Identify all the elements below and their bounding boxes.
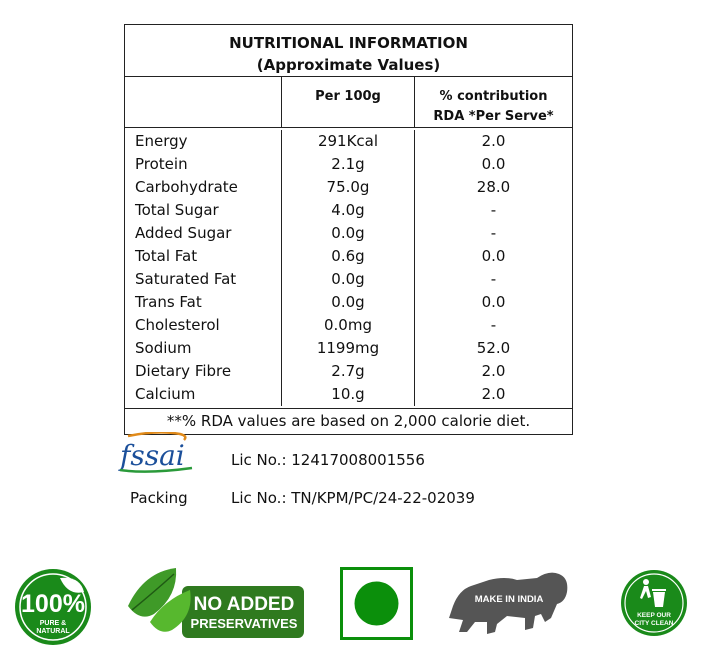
nutrient-rda: 2.0 xyxy=(481,132,506,150)
header-per100: Per 100g xyxy=(282,77,415,127)
nutrient-per100: 0.0g xyxy=(282,222,415,245)
veg-dot-icon xyxy=(355,582,399,626)
table-title-box xyxy=(125,25,572,77)
table-row xyxy=(125,337,572,360)
nutrient-per100: 1199mg xyxy=(282,337,415,360)
nutrient-per100: 4.0g xyxy=(282,199,415,222)
nutrient-rda: 0.0 xyxy=(481,155,506,173)
table-row xyxy=(125,383,572,406)
pure-natural-badge xyxy=(14,568,92,646)
nutrient-per100: 2.7g xyxy=(282,360,415,383)
nutrient-name: Dietary Fibre xyxy=(125,360,282,383)
city-clean-text-2: CITY CLEAN xyxy=(634,620,674,627)
city-clean-text-1: KEEP OUR xyxy=(637,612,671,619)
nutrition-table xyxy=(124,24,573,435)
nutrient-rda: - xyxy=(490,316,497,334)
table-row xyxy=(125,360,572,383)
table-row xyxy=(125,245,572,268)
fssai-logo-text: fssai xyxy=(120,439,185,472)
table-header-row xyxy=(125,77,572,128)
badge-pure-text: PURE & xyxy=(39,620,67,627)
nutrient-name: Trans Fat xyxy=(125,291,282,314)
fssai-logo xyxy=(118,432,198,474)
veg-symbol xyxy=(340,567,413,640)
nutrient-rda: 2.0 xyxy=(481,362,506,380)
nutrient-rda: - xyxy=(490,270,497,288)
packing-license: Lic No.: TN/KPM/PC/24-22-02039 xyxy=(231,489,475,507)
nutrient-per100: 0.6g xyxy=(282,245,415,268)
nutrient-name: Saturated Fat xyxy=(125,268,282,291)
nutrient-per100: 0.0mg xyxy=(282,314,415,337)
city-clean-badge xyxy=(620,569,688,637)
nutrient-per100: 0.0g xyxy=(282,291,415,314)
badge-no-added-text: NO ADDED xyxy=(193,594,295,615)
table-footnote: **% RDA values are based on 2,000 calorie diet. xyxy=(166,412,531,430)
nutrient-name: Total Sugar xyxy=(125,199,282,222)
nutrient-rda: 2.0 xyxy=(481,385,506,403)
nutrient-rda: 28.0 xyxy=(476,178,511,196)
nutrient-rda: 0.0 xyxy=(481,247,506,265)
header-rda-line1: % contribution xyxy=(439,89,548,104)
nutrient-name: Added Sugar xyxy=(125,222,282,245)
nutrient-rda: 0.0 xyxy=(481,293,506,311)
nutrient-rda: - xyxy=(490,201,497,219)
nutrient-name: Energy xyxy=(125,130,282,153)
nutrient-name: Protein xyxy=(125,153,282,176)
nutrient-name: Carbohydrate xyxy=(125,176,282,199)
no-preservatives-badge xyxy=(124,566,306,644)
table-row xyxy=(125,176,572,199)
nutrient-name: Calcium xyxy=(125,383,282,406)
rows-container xyxy=(125,128,572,408)
nutrient-per100: 0.0g xyxy=(282,268,415,291)
table-row xyxy=(125,268,572,291)
packing-label: Packing xyxy=(130,489,188,507)
badge-natural-text: NATURAL xyxy=(36,628,70,635)
nutrient-per100: 10.g xyxy=(282,383,415,406)
nutrient-rda: 52.0 xyxy=(476,339,511,357)
table-row xyxy=(125,222,572,245)
make-in-india-logo xyxy=(445,566,573,638)
badge-100-text: 100% xyxy=(21,590,85,618)
nutrient-rda: - xyxy=(490,224,497,242)
table-row xyxy=(125,291,572,314)
table-title: NUTRITIONAL INFORMATION xyxy=(229,34,468,52)
header-blank xyxy=(125,77,282,127)
table-subtitle: (Approximate Values) xyxy=(256,56,441,74)
table-row xyxy=(125,130,572,153)
table-row xyxy=(125,153,572,176)
header-rda xyxy=(415,77,572,127)
nutrient-per100: 2.1g xyxy=(282,153,415,176)
nutrient-name: Total Fat xyxy=(125,245,282,268)
nutrient-name: Cholesterol xyxy=(125,314,282,337)
nutrient-per100: 291Kcal xyxy=(282,130,415,153)
make-in-india-text: MAKE IN INDIA xyxy=(474,594,544,605)
nutrient-name: Sodium xyxy=(125,337,282,360)
badge-preservatives-text: PRESERVATIVES xyxy=(190,616,298,631)
table-row xyxy=(125,199,572,222)
nutrient-per100: 75.0g xyxy=(282,176,415,199)
fssai-license: Lic No.: 12417008001556 xyxy=(231,451,425,469)
header-rda-line2: RDA *Per Serve* xyxy=(433,109,554,124)
table-body xyxy=(125,128,572,409)
table-row xyxy=(125,314,572,337)
